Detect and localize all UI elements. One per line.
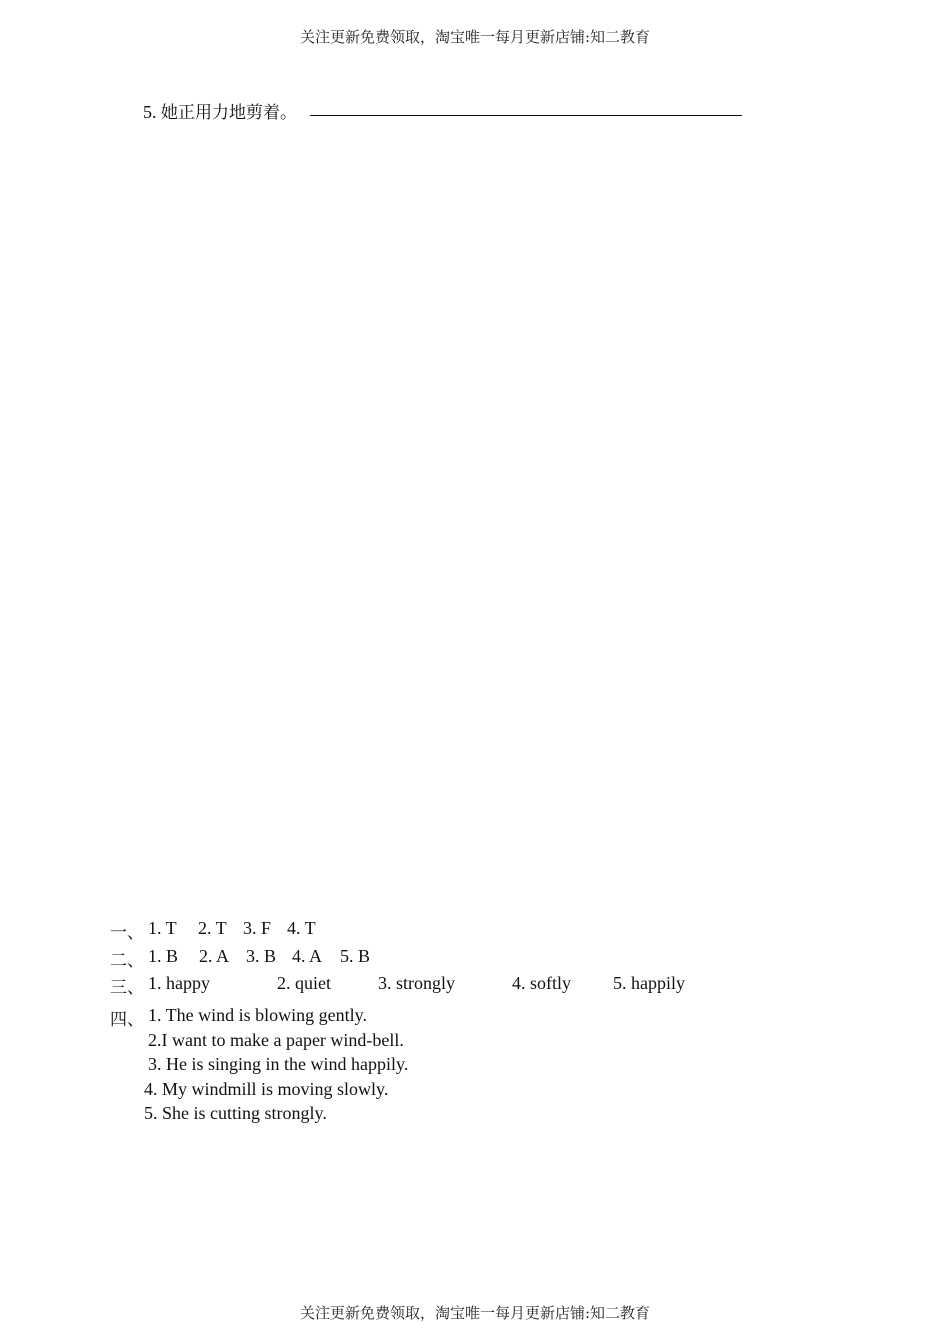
question-5 [143,98,742,123]
answer-item: 2. quiet [277,973,331,993]
answer-blank-line [310,114,742,116]
answer-sentence: 4. My windmill is moving slowly. [144,1078,389,1099]
question-text: 她正用力地剪着。 [161,103,297,123]
answer-item: 1. B [148,946,179,966]
question-number: 5. [143,102,157,122]
answer-item: 5. happily [613,973,685,993]
answer-item: 3. strongly [378,973,456,993]
page-header: 关注更新免费领取，淘宝唯一每月更新店铺:知二教育 [299,28,651,46]
answer-item: 1. happy [148,973,210,993]
page-footer: 关注更新免费领取，淘宝唯一每月更新店铺:知二教育 [299,1304,651,1322]
answer-item: 4. T [287,918,316,938]
answer-item: 5. B [340,946,371,966]
section-label: 四、 [110,1010,144,1030]
answer-item: 3. B [246,946,277,966]
answer-item: 1. T [148,918,177,938]
answer-sentence: 2.I want to make a paper wind-bell. [148,1029,404,1050]
answer-sentence: 5. She is cutting strongly. [144,1103,327,1123]
section-label: 三、 [110,978,144,998]
answer-item: 4. softly [512,973,572,993]
answer-sentence: 1. The wind is blowing gently. [148,1005,367,1025]
answer-sentence: 3. He is singing in the wind happily. [148,1054,409,1074]
section-label: 二、 [110,951,144,971]
answer-item: 2. A [199,946,230,966]
answer-item: 3. F [243,918,272,938]
section-label: 一、 [110,923,144,943]
answer-item: 4. A [292,946,323,966]
answer-item: 2. T [198,918,227,938]
